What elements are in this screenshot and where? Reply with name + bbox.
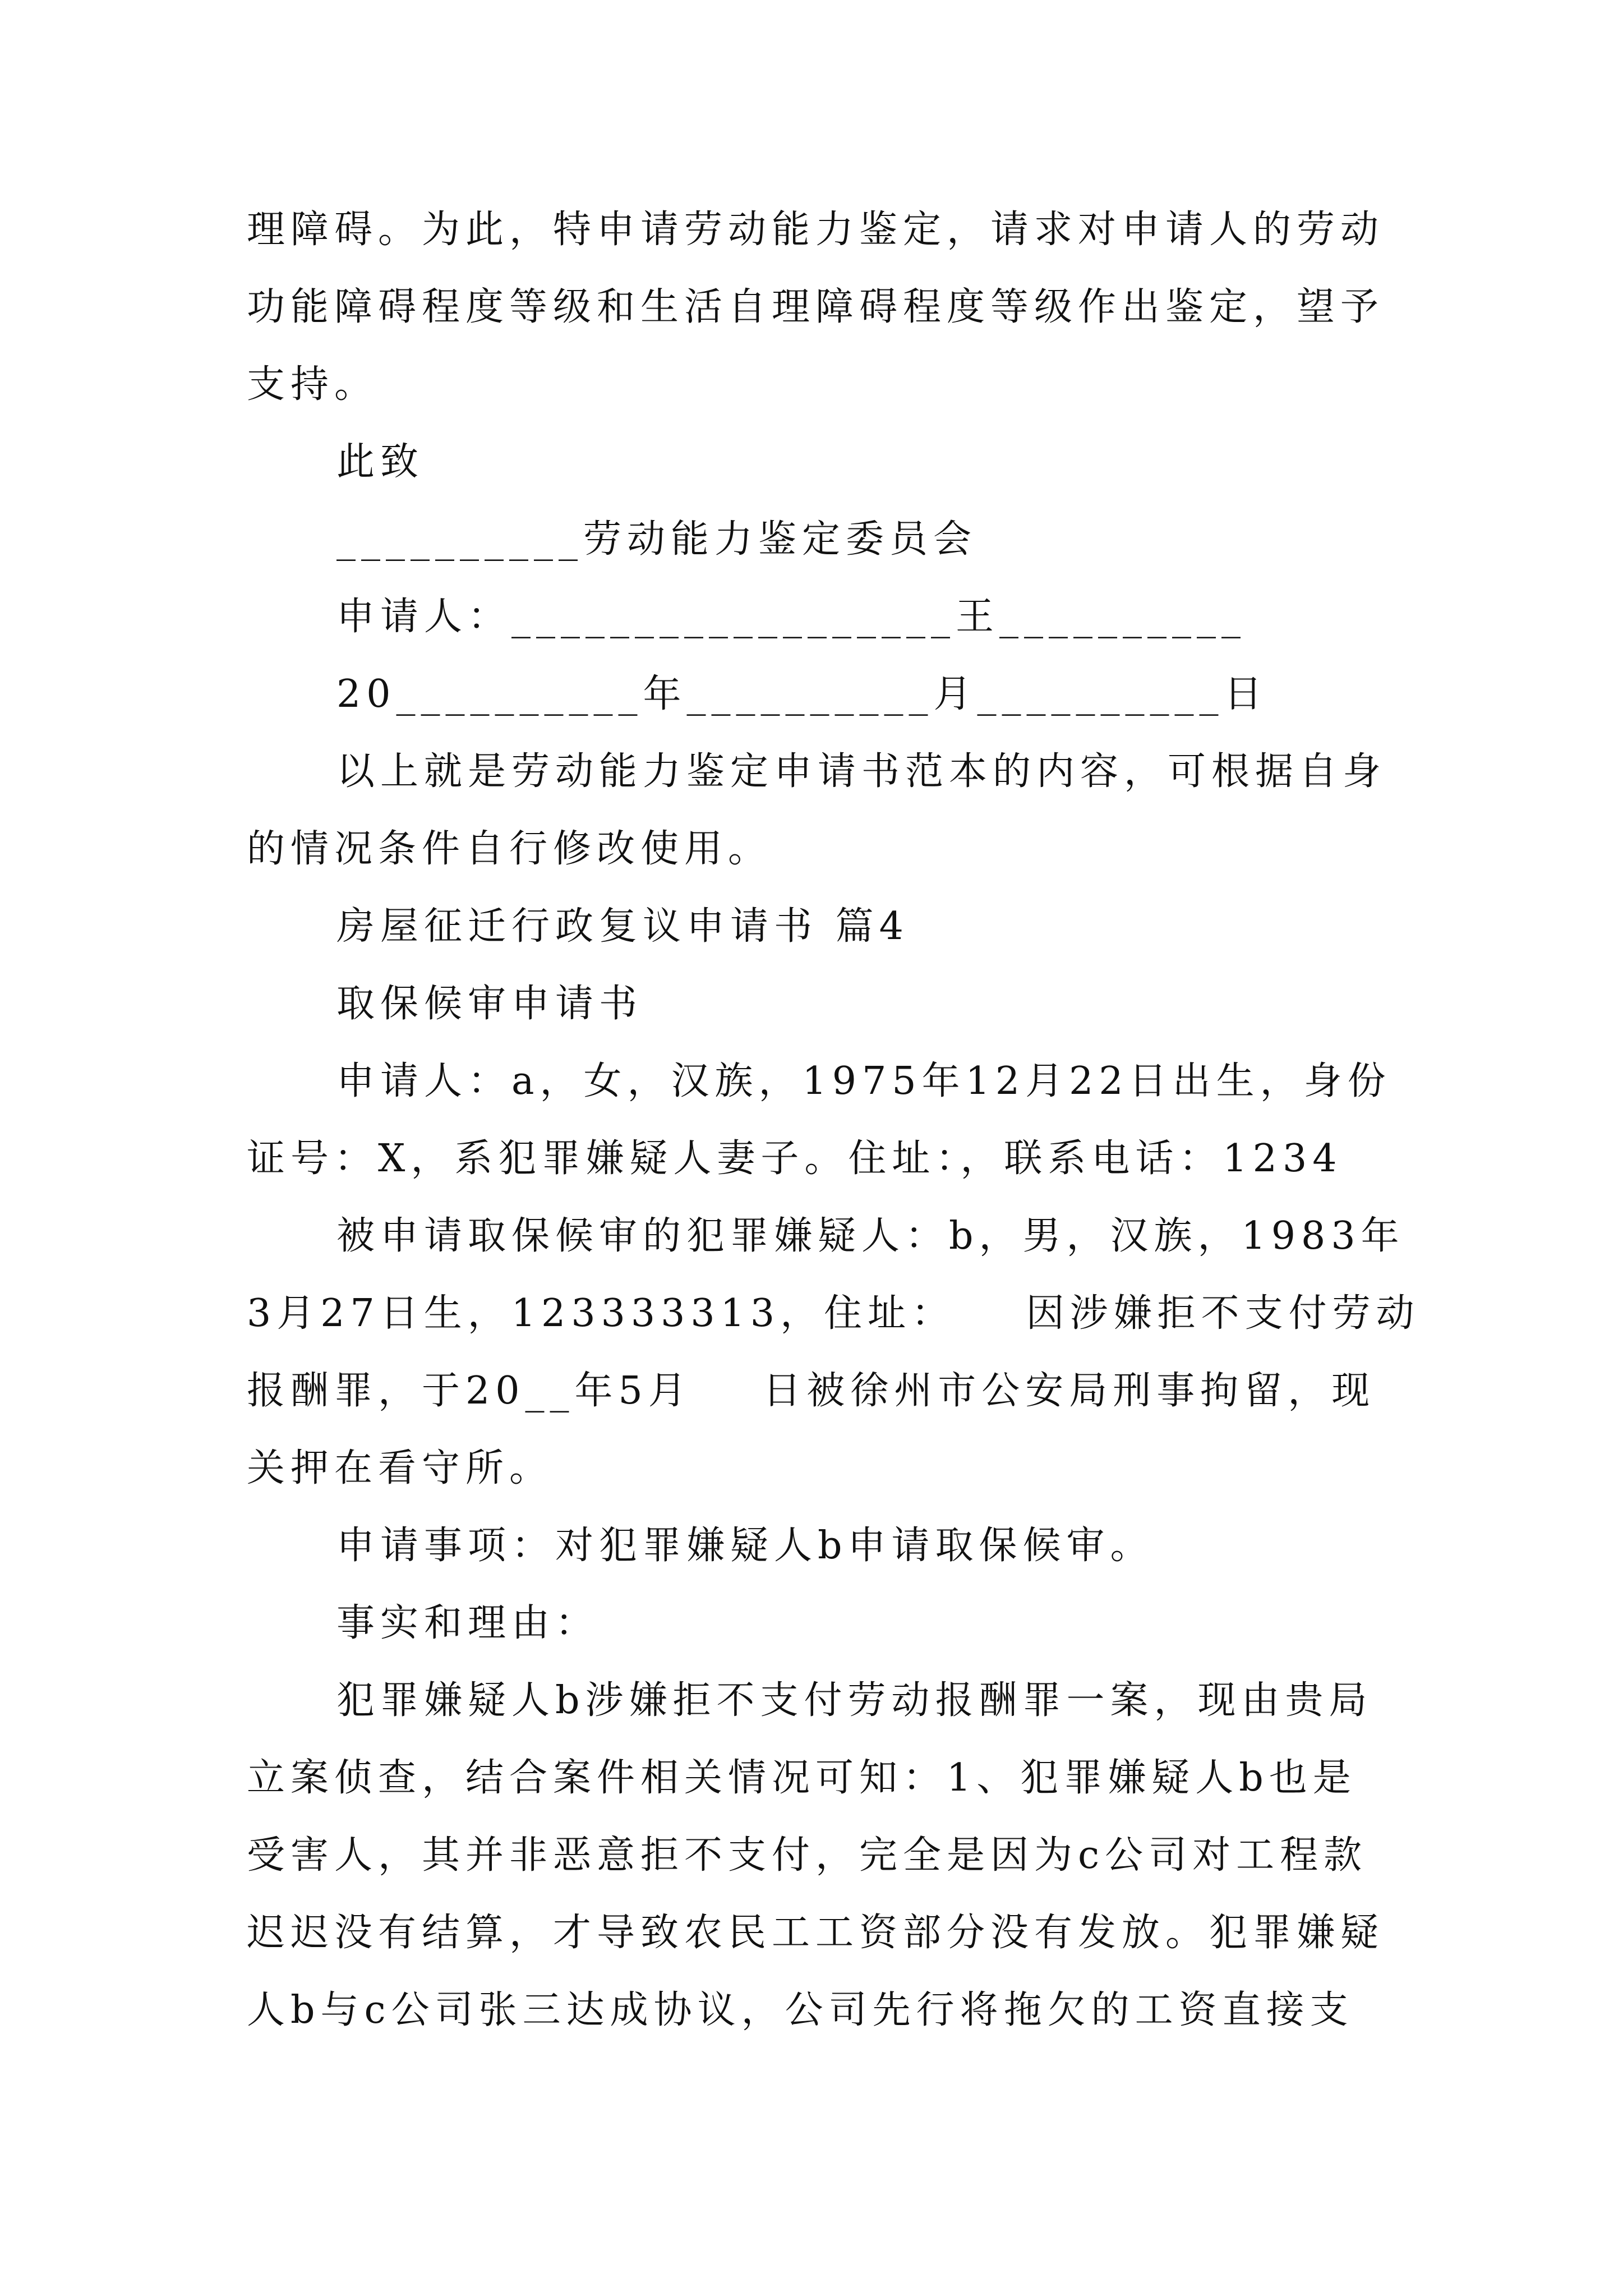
- salutation: 此致: [336, 440, 425, 484]
- paragraph-line: 证号：X，系犯罪嫌疑人妻子。住址：，联系电话：1234: [247, 1137, 1343, 1181]
- paragraph-line: 报酬罪，于20__年5月 日被徐州市公安局刑事拘留，现: [247, 1369, 1376, 1413]
- paragraph-line: 申请事项：对犯罪嫌疑人b申请取保候审。: [336, 1524, 1154, 1568]
- paragraph-line: 理障碍。为此，特申请劳动能力鉴定，请求对申请人的劳动: [247, 208, 1385, 252]
- section-heading: 房屋征迁行政复议申请书 篇4: [336, 904, 909, 949]
- paragraph-line: 被申请取保候审的犯罪嫌疑人：b，男，汉族，1983年: [336, 1214, 1405, 1258]
- paragraph-line: 3月27日生，123333313，住址： 因涉嫌拒不支付劳动: [247, 1291, 1420, 1336]
- paragraph-line: 支持。: [247, 362, 379, 407]
- document-title: 取保候审申请书: [336, 982, 643, 1026]
- applicant-signature: 申请人：__________________王__________: [336, 595, 1247, 639]
- paragraph-line: 关押在看守所。: [247, 1446, 554, 1490]
- recipient-line: __________劳动能力鉴定委员会: [336, 517, 978, 562]
- paragraph-line: 功能障碍程度等级和生活自理障碍程度等级作出鉴定，望予: [247, 285, 1385, 329]
- paragraph-line: 迟迟没有结算，才导致农民工工资部分没有发放。犯罪嫌疑: [247, 1911, 1385, 1955]
- subheading: 事实和理由：: [336, 1601, 600, 1645]
- paragraph-line: 人b与c公司张三达成协议，公司先行将拖欠的工资直接支: [247, 1988, 1354, 2032]
- paragraph-line: 受害人，其并非恶意拒不支付，完全是因为c公司对工程款: [247, 1833, 1368, 1878]
- paragraph-line: 犯罪嫌疑人b涉嫌拒不支付劳动报酬罪一案，现由贵局: [336, 1678, 1373, 1723]
- date-line: 20__________年__________月__________日: [336, 672, 1268, 716]
- paragraph-line: 的情况条件自行修改使用。: [247, 827, 772, 871]
- paragraph-line: 申请人：a，女，汉族，1975年12月22日出生，身份: [336, 1059, 1391, 1103]
- paragraph-line: 以上就是劳动能力鉴定申请书范本的内容，可根据自身: [336, 749, 1387, 794]
- paragraph-line: 立案侦查，结合案件相关情况可知：1、犯罪嫌疑人b也是: [247, 1756, 1357, 1800]
